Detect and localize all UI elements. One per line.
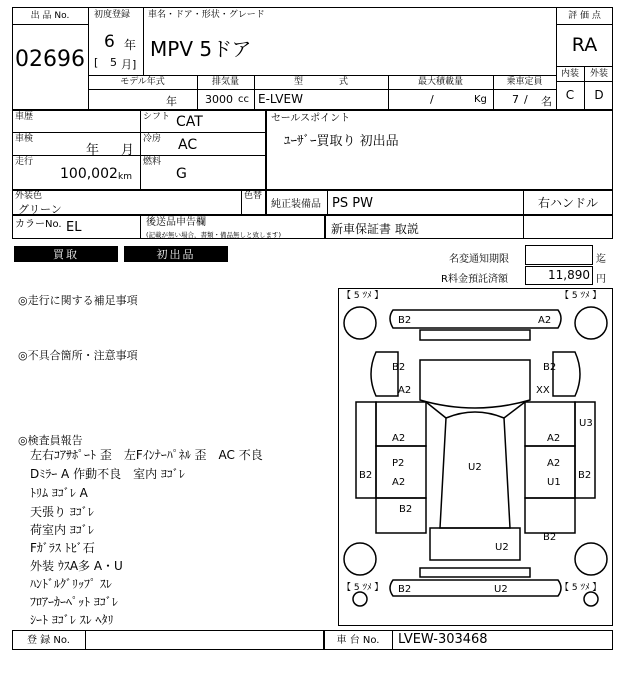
- lot-no-label: 出 品 No.: [30, 10, 70, 21]
- mark-side-r: B2: [578, 470, 592, 481]
- first-reg-year-unit: 年: [124, 38, 137, 52]
- mileage-unit: km: [118, 172, 132, 182]
- first-reg-month: 5: [110, 56, 117, 69]
- notice-box: [525, 245, 593, 265]
- mark-door-l-2: P2: [392, 458, 405, 469]
- recycle-label: R料金預託済額: [441, 274, 508, 285]
- inspector-line: Fｶﾞﾗｽ ﾄﾋﾞ石: [30, 541, 95, 555]
- max-load-sep: /: [430, 93, 434, 106]
- chassis-label: 車 台 No.: [336, 634, 380, 646]
- color-no: EL: [66, 220, 82, 235]
- capacity-unit: 名: [541, 95, 552, 108]
- equipment-label: 純正装備品: [271, 199, 321, 210]
- model-year-unit: 年: [166, 95, 177, 108]
- rear-bumper: [390, 580, 561, 596]
- recycle-value: 11,890: [548, 268, 590, 282]
- color-label: 外装色: [15, 191, 43, 201]
- mark-door-r-3: U1: [547, 477, 561, 488]
- fender-fr: [553, 352, 580, 396]
- header-frame: [12, 7, 613, 110]
- inspector-line: ﾄﾘﾑ ﾖｺﾞﾚ A: [30, 486, 88, 500]
- ac-value: AC: [178, 137, 198, 153]
- mark-rear-bumper-l: B2: [398, 584, 412, 595]
- first-reg-month-unit: 月]: [121, 58, 137, 71]
- hood: [420, 360, 530, 408]
- car-diagram: [338, 288, 613, 626]
- tire-top-left: 【 5 ﾂﾒ 】: [342, 291, 384, 301]
- inspector-line: Dﾐﾗｰ A 作動不良 室内 ﾖｺﾞﾚ: [30, 467, 185, 481]
- first-reg-label: 初度登録: [94, 10, 131, 20]
- tire-fl-icon: [344, 307, 376, 339]
- mileage: 100,002: [60, 166, 118, 182]
- mark-roof: U2: [468, 462, 482, 473]
- info-left-frame: [12, 110, 266, 190]
- displacement: 3000: [205, 93, 233, 106]
- buyback-badge: 買取: [14, 246, 118, 262]
- mileage-label: 走行: [15, 157, 34, 167]
- recolor-label: 色替: [244, 191, 263, 201]
- max-load-label: 最大積載量: [417, 77, 463, 87]
- car-name: MPV 5ドア: [150, 37, 252, 61]
- mark-fender-fr-1: B2: [543, 362, 557, 373]
- sales-point-label: セールスポイント: [271, 113, 351, 124]
- inspection-month-unit: 月: [121, 143, 135, 158]
- tire-rl-icon: [344, 543, 376, 575]
- shift-label: シフト: [143, 112, 171, 122]
- fender-fl: [371, 352, 398, 396]
- diagram-frame: [339, 289, 613, 626]
- max-load-unit: Kg: [474, 94, 487, 105]
- defects-heading: ◎不具合箇所・注意事項: [18, 349, 138, 362]
- side-left: [356, 402, 376, 498]
- exterior-grade: D: [594, 88, 604, 102]
- mark-rear-bumper-r: U2: [494, 584, 508, 595]
- capacity-label: 乗車定員: [506, 77, 543, 87]
- sales-point: ﾕｰｻﾞｰ買取り 初出品: [284, 134, 399, 149]
- front-grille: [420, 330, 530, 340]
- inspector-line: 外装 ｳｽA多 A・U: [30, 559, 123, 573]
- front-bumper: [390, 310, 561, 328]
- inspector-heading: ◎検査員報告: [18, 434, 83, 447]
- inspection-label: 車検: [15, 134, 34, 144]
- inspector-line: ﾊﾝﾄﾞﾙｸﾞﾘｯﾌﾟ ｽﾚ: [30, 577, 112, 591]
- door-rl: [376, 446, 426, 498]
- mark-fender-fl-2: A2: [398, 385, 412, 396]
- docs-note: (記載が無い場合，書類・備品無しと致します): [146, 231, 282, 239]
- name-label: 車名・ドア・形状・グレード: [148, 10, 265, 20]
- fuel-value: G: [176, 166, 187, 182]
- first-reg-bracket: [: [94, 56, 99, 69]
- chassis-no: LVEW-303468: [398, 632, 488, 647]
- model-type: E-LVEW: [258, 92, 303, 106]
- capacity-sep: /: [524, 93, 528, 106]
- history-label: 車歴: [15, 112, 34, 122]
- lot-no: 02696: [15, 46, 85, 72]
- displacement-label: 排気量: [211, 77, 239, 87]
- displacement-unit: cc: [238, 94, 249, 105]
- tire-rr-icon: [575, 543, 607, 575]
- reg-no-label: 登 録 No.: [27, 634, 70, 646]
- rear-panel: [420, 568, 530, 577]
- exterior-label: 外装: [589, 68, 608, 79]
- tire-bottom-left: 【 5 ﾂﾒ 】: [342, 583, 384, 593]
- fuel-label: 燃料: [143, 157, 162, 167]
- quarter-r: [525, 498, 575, 533]
- inspection-year-unit: 年: [86, 143, 100, 158]
- ac-label: 冷房: [143, 134, 162, 144]
- mark-fender-fr-2: XX: [536, 385, 550, 396]
- side-right: [575, 402, 595, 498]
- interior-grade: C: [565, 88, 575, 102]
- first-listing-badge: 初出品: [124, 246, 228, 262]
- mark-rear-gate: U2: [495, 542, 509, 553]
- inspector-line: 天張り ﾖｺﾞﾚ: [30, 505, 94, 519]
- handle-side: 右ハンドル: [537, 196, 598, 210]
- tire-top-right: 【 5 ﾂﾒ 】: [560, 291, 602, 301]
- equipment: PS PW: [332, 196, 373, 211]
- interior-label: 内装: [560, 68, 579, 79]
- recycle-unit: 円: [596, 274, 606, 285]
- inspector-line: 左右ｺｱｻﾎﾟｰﾄ 歪 左Fｲﾝﾅｰﾊﾟﾈﾙ 歪 AC 不良: [30, 448, 263, 462]
- shift-value: CAT: [176, 114, 203, 130]
- mark-door-r-1: A2: [547, 433, 561, 444]
- capacity: 7: [512, 93, 519, 106]
- inspector-line: 荷室内 ﾖｺﾞﾚ: [30, 523, 94, 537]
- mark-right-edge: U3: [579, 418, 593, 429]
- inspector-line: ﾌﾛｱｰｶｰﾍﾟｯﾄ ﾖｺﾞﾚ: [30, 595, 118, 609]
- mark-door-r-2: A2: [547, 458, 561, 469]
- inspector-line: ｼｰﾄ ﾖｺﾞﾚ ｽﾚ ﾍﾀﾘ: [30, 613, 114, 627]
- mark-fender-fl-1: B2: [392, 362, 406, 373]
- spare-l-icon: [353, 592, 367, 606]
- mark-front-bumper-l: B2: [398, 315, 412, 326]
- notice-unit: 迄: [596, 254, 606, 265]
- supplement-heading: ◎走行に関する補足事項: [18, 294, 138, 307]
- color-value: グリーン: [18, 203, 62, 216]
- grade-label: 評 価 点: [568, 10, 601, 21]
- model-year-label: モデル年式: [120, 77, 165, 87]
- mark-side-l: B2: [359, 470, 373, 481]
- type-label: 型 式: [293, 77, 348, 87]
- tire-fr-icon: [575, 307, 607, 339]
- mark-quarter-l: B2: [399, 504, 413, 515]
- mark-quarter-r: B2: [543, 532, 557, 543]
- tire-bottom-right: 【 5 ﾂﾒ 】: [560, 583, 602, 593]
- notice-label: 名変通知期限: [449, 254, 509, 265]
- color-no-label: カラーNo.: [15, 219, 62, 230]
- door-rr: [525, 446, 575, 498]
- manual: 新車保証書 取説: [331, 222, 419, 236]
- grade: RA: [571, 34, 598, 56]
- mark-front-bumper-r: A2: [538, 315, 552, 326]
- mark-door-l-3: A2: [392, 477, 406, 488]
- docs-label: 後送品申告欄: [146, 217, 206, 228]
- mark-door-l-1: A2: [392, 433, 406, 444]
- spare-r-icon: [584, 592, 598, 606]
- first-reg-year: 6: [104, 32, 115, 52]
